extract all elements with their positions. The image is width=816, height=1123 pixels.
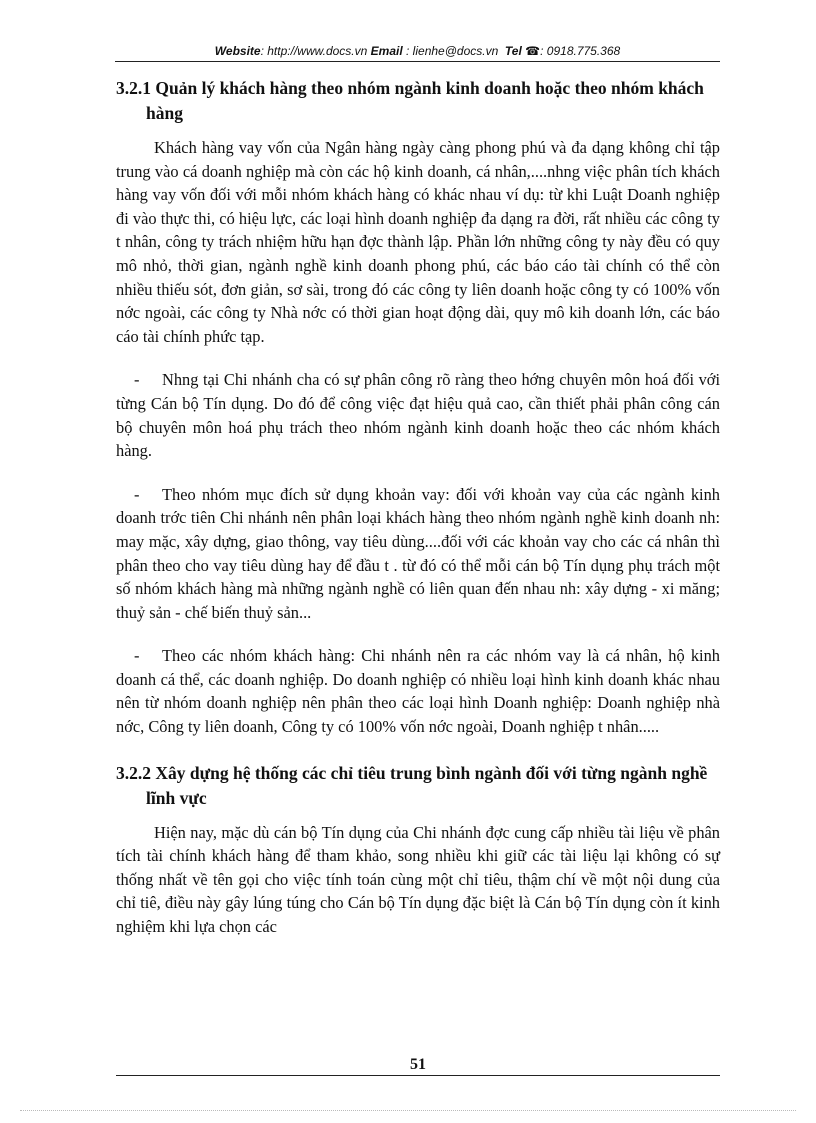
section-heading-3-2-2: 3.2.2 Xây dựng hệ thống các chỉ tiêu trung bình ngành đối với từng ngành nghề lĩnh vực	[116, 762, 708, 808]
section-paragraph: Khách hàng vay vốn của Ngân hàng ngày càng phong phú và đa dạng không chỉ tập trung vào cá doanh nghiệp mà còn các hộ kinh doanh, cá nhân,....nhng việc phân tích khách hàng vay vốn đối với mỗi nhóm khách hàng có khác nhau ví dụ: từ khi Luật Doanh nghiệp đi vào thực thi, có hiệu lực, các loại hình doanh nghiệp đa dạng ra đời, rất nhiều các công ty t nhân, công ty trách nhiệm hữu hạn đợc thành lập. Phần lớn những công ty này đều có quy mô nhỏ, thời gian, ngành nghề kinh doanh phong phú, các báo cáo tài chính có thể còn nhiều thiếu sót, đơn giản, sơ sài, trong đó các công ty liên doanh hoặc công ty có 100% vốn nớc ngoài, các công ty Nhà nớc có thời gian hoạt động dài, quy mô kih doanh lớn, các báo cáo tài chính phức tạp.	[116, 138, 720, 346]
tel-label: Tel	[504, 44, 522, 58]
section-paragraph: Hiện nay, mặc dù cán bộ Tín dụng của Chi nhánh đợc cung cấp nhiều tài liệu về phân tích tài chính khách hàng để tham khảo, song nhiều khi giữ các tài liệu lại không có sự thống nhất về tên gọi cho việc tính toán cùng một chỉ tiêu, thậm chí về một nội dung của chỉ tiê, điều này gây lúng túng cho Cán bộ Tín dụng đặc biệt là Cán bộ Tín dụng còn ít kinh nghiệm khi lựa chọn các	[116, 822, 720, 937]
bullet-item	[116, 644, 720, 738]
page-header	[115, 44, 720, 62]
bullet-marker: -	[134, 646, 140, 666]
bullet-marker: -	[134, 484, 140, 504]
tel-value: : 0918.775.368	[540, 44, 621, 58]
page-content	[116, 76, 720, 939]
phone-icon: ☎	[525, 44, 541, 58]
email-label: Email	[370, 44, 403, 58]
bullet-text: Nhng tại Chi nhánh cha có sự phân công rõ ràng theo hớng chuyên môn hoá đối với từng Cán bộ Tín dụng. Do đó để công việc đạt hiệu quả cao, cần thiết phải phân công cán bộ chuyên môn hoá phụ trách theo nhóm ngành kinh doanh hoặc theo các nhóm khách hàng.	[116, 370, 720, 461]
website-value: : http://www.docs.vn	[260, 44, 368, 58]
bullet-item	[116, 483, 720, 625]
bullet-text: Theo các nhóm khách hàng: Chi nhánh nên ra các nhóm vay là cá nhân, hộ kinh doanh cá thể, các doanh nghiệp. Do doanh nghiệp có nhiều loại hình kinh doanh khác nhau nên từ nhóm doanh nghiệp nên phân theo các loại hình Doanh nghiệp: Doanh nghiệp nhà nớc, Công ty liên doanh, Công ty có 100% vốn nớc ngoài, Doanh nghiệp t nhân.....	[116, 646, 720, 737]
email-value: : lienhe@docs.vn	[406, 44, 499, 58]
website-label: Website	[214, 44, 261, 58]
bullet-item	[116, 368, 720, 462]
bullet-marker: -	[134, 370, 140, 390]
bullet-text: Theo nhóm mục đích sử dụng khoản vay: đối với khoản vay của các ngành kinh doanh trớc tiên Chi nhánh nên phân loại khách hàng theo nhóm ngành nghề kinh doanh nh: may mặc, xây dựng, giao thông, vay tiêu dùng....đối với các khoản vay cho các cá nhân thì phân theo cho vay tiêu dùng hay để đầu t . từ đó có thể mỗi cán bộ Tín dụng phụ trách một số nhóm khách hàng mà những ngành nghề có liên quan đến nhau nh: xây dựng - xi măng; thuỷ sản - chế biến thuỷ sản...	[116, 484, 720, 622]
section-heading-3-2-1: 3.2.1 Quản lý khách hàng theo nhóm ngành kinh doanh hoặc theo nhóm khách hàng	[116, 78, 704, 123]
page-edge-divider	[20, 1110, 796, 1111]
page-number: 51	[116, 1056, 720, 1076]
